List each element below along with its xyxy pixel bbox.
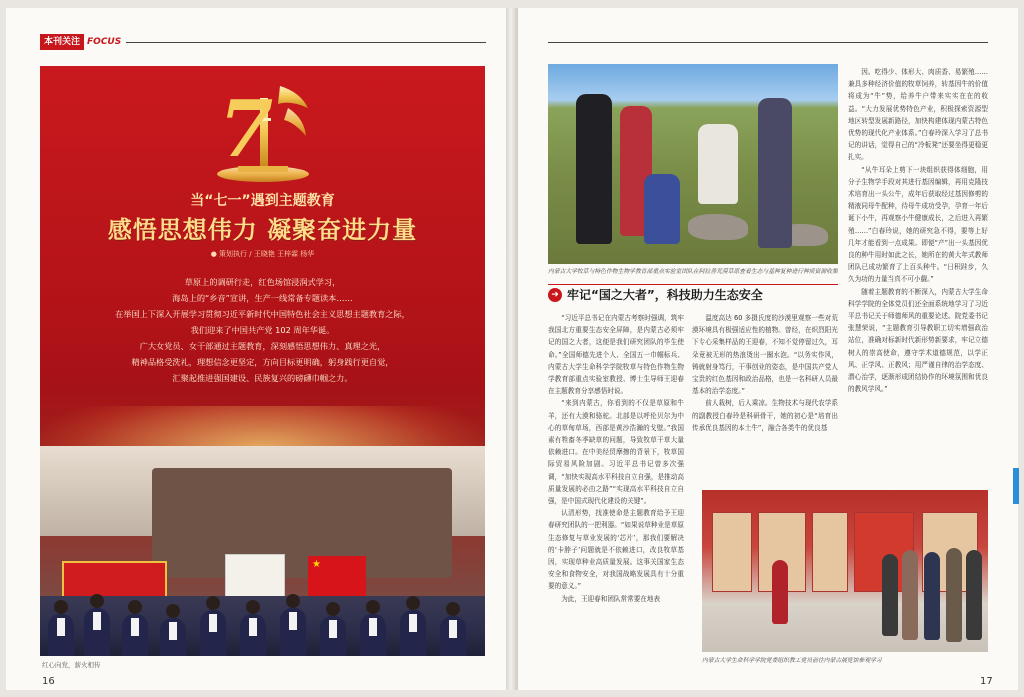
students-crowd xyxy=(40,596,485,656)
right-page xyxy=(518,8,1018,690)
grassland-research-photo xyxy=(548,64,838,264)
party-flag xyxy=(308,556,366,596)
student-figure xyxy=(280,608,306,656)
hammer-sickle-icon: ★ xyxy=(312,559,321,570)
emblem-numeral: 7 xyxy=(218,84,274,175)
student-figure xyxy=(440,616,466,656)
header-rule xyxy=(126,42,486,43)
student-figure xyxy=(240,614,266,656)
researcher-figure xyxy=(576,94,612,244)
display-panel xyxy=(812,512,848,592)
page-number-left: 16 xyxy=(42,676,55,687)
column-tag xyxy=(40,34,121,50)
paragraph: “从牛耳朵上剪下一块组织获得体细胞，用分子生物学手段对其进行基因编辑，再用克隆技术培育出一头公牛，成年后获取经过基因修剪的精液同母牛配种，待母牛成功受孕，孕育一年后诞下小牛，再观察小牛健康成长，之后进入再繁殖……”白春玲说，她的研究急不得，要等上好几年才能看到一点成果。即便“产”出一头基因优良的种牛用时如此之长，她所在的黄大年式教师团队已成功繁育了上百头种牛。“日积跬步，久久为功的力量当真不可小觑。” xyxy=(848,165,988,284)
field-photo-caption: 内蒙古大学牧草与特色作物生物学教育部重点实验室团队在阿拉善荒漠草原查看生态与基种复种进行种质资源收集 xyxy=(548,269,838,275)
intro-line: 精神品格受洗礼，理想信念更坚定，方向目标更明确，躬身践行更自觉， xyxy=(131,357,394,367)
display-panel xyxy=(712,512,752,592)
article-column-1 xyxy=(548,312,684,684)
hero-poster xyxy=(40,66,485,656)
section-title: 牢记“国之大者”，科技助力生态安全 xyxy=(567,288,763,302)
paragraph: 为此，王迎春和团队常常要在地表 xyxy=(561,594,661,603)
article-column-2 xyxy=(692,312,838,480)
visitor-figure xyxy=(966,550,982,640)
paragraph: 温度高达 60 多摄氏度的沙漠里观察一些对荒漠环境具有极强适应性的植物。曾经，在炽烈阳光下专心采集样品的王迎春，不知不觉停留过久，耳朵竟被无形的热浪烫出一圈水泡。“以务实作风，铸就射身笃行，干事创业的姿态，是中国共产党人宝贵的红色基因和政治品格，也是一名科研人员最基本的治学态度。” xyxy=(692,314,838,396)
paragraph: “习近平总书记在内蒙古考察时强调，筑牢我国北方重要生态安全屏障，是内蒙古必须牢记的国之大者，这便是我们研究团队的毕生使命。”全国师德先进个人、全国五一巾帼标兵、内蒙古大学生命科学学院牧草与特色作物生物学教育部重点实验室教授、博士生导师王迎春在主题教育分享感悟时说。 xyxy=(548,314,684,396)
page-edge-tab xyxy=(1013,468,1019,504)
exhibition-hall-photo xyxy=(40,446,485,656)
book-gutter xyxy=(506,8,518,690)
researcher-figure xyxy=(698,124,738,204)
student-figure xyxy=(48,614,74,656)
researcher-figure xyxy=(758,98,792,248)
paragraph: “来到内蒙古，你看到的不仅是草原和牛羊，还有大漠和骆驼。北部是以呼伦贝尔为中心的草甸草场，西部是黄沙浩瀚的戈壁。”我国素有牲畜冬季缺草的问题，导致牧草干草大量依赖进口。在中美经贸摩擦的背景下，牧草国际贸易风险加剧。习近平总书记曾多次强调，“加快实现高水平科技自立自强，是推动高质量发展的必由之路”“实现高水平科技自立自强，是中国式现代化建设的关键”。 xyxy=(548,399,684,506)
student-figure xyxy=(320,616,346,656)
guide-figure xyxy=(772,560,788,624)
student-figure xyxy=(84,608,110,656)
arrow-right-icon: ➜ xyxy=(548,288,562,302)
student-figure xyxy=(400,610,426,656)
student-figure xyxy=(360,614,386,656)
relief-mural xyxy=(152,468,452,578)
paragraph: 随着主题教育的不断深入，内蒙古大学生命科学学院的全体党员们还全面系统地学习了习近平总书记关于师德师风的重要论述。院党委书记张慧荣说，“主题教育引导教职工切实增强政治站位，准确对标新时代新形势新要求，牢记立德树人的崇高使命，遵守学术道德规范，以学正风、正学风、正教风；用严谨自律的治学态度、潜心治学，逐渐形成团结协作的环境氛围和优良的教风学风。” xyxy=(848,287,988,394)
intro-line: 草原上的调研行走，红色场馆浸润式学习， xyxy=(184,277,341,287)
hero-kicker: 当“七一”遇到主题教育 xyxy=(190,193,335,209)
researcher-figure xyxy=(644,174,680,244)
article-column-3 xyxy=(848,66,988,484)
expo-photo-caption: 内蒙古大学生命科学学院党委组织教工党员前往内蒙古展览馆参观学习 xyxy=(702,658,882,664)
visitor-figure xyxy=(902,550,918,640)
section-heading xyxy=(548,284,838,304)
student-figure xyxy=(200,610,226,656)
visitor-figure xyxy=(924,552,940,640)
column-tag-cn: 本刊关注 xyxy=(40,34,84,50)
left-page xyxy=(6,8,506,690)
hero-byline: ● 策划执行 / 王晓艳 王梓霖 杨华 xyxy=(210,250,315,258)
hero-title: 感悟思想伟力 凝聚奋进力量 xyxy=(107,216,418,244)
rock xyxy=(688,214,748,240)
intro-line: 我们迎来了中国共产党 102 周年华诞。 xyxy=(190,325,335,335)
hero-photo-caption: 红心向党，薪火相传 xyxy=(42,661,101,669)
exhibition-visit-photo xyxy=(702,490,988,652)
student-figure xyxy=(160,618,186,656)
column-tag-en: FOCUS xyxy=(87,37,122,47)
intro-line: 汇聚起推进强国建设、民族复兴的磅礴巾帼之力。 xyxy=(172,373,353,383)
hero-intro xyxy=(70,274,455,386)
intro-line: 在举国上下深入开展学习贯彻习近平新时代中国特色社会主义思想主题教育之际， xyxy=(115,309,410,319)
header-rule xyxy=(548,42,988,43)
student-figure xyxy=(122,614,148,656)
page-number-right: 17 xyxy=(980,676,993,687)
paragraph: 认清形势，找准使命是主题教育给予王迎春研究团队的一把利器。“如果说草种业是草原生态修复与草业发展的‘芯片’，那我们要解决的‘卡脖子’问题就是不依赖进口，改良牧草基因，实现草种业高质量发展。这事关国家生态安全和食物安全，对我国战略发展具有十分重要的意义。” xyxy=(548,509,684,591)
intro-line: 广大女党员、女干部通过主题教育，深刻感悟思想伟力、真理之光， xyxy=(139,341,386,351)
intro-line: 海岛上的“乡音”宣讲，生产一线常备专题读本…… xyxy=(172,293,353,303)
visitor-figure xyxy=(882,554,898,636)
visitor-figure xyxy=(946,548,962,642)
paragraph: 前人栽树，后人乘凉。生物技术与现代农学系的副教授白春玲是科研骨干，她的初心是“培育出传承优良基因的本土牛”，融合各类牛的优良基 xyxy=(692,399,838,432)
paragraph: 因。吃得少、体形大、肉质香、易繁殖……兼具多种经济价值的牧草饲养，转基因牛的价值将成为“牛”势，给养牛户带来实实在在的收益。“大力发展优势特色产业，积极探索资源型地区转型发展新路径，加快构建体现内蒙古特色优势的现代化产业体系。”白春玲深入学习了总书记的讲话，觉得自己的“冷板凳”还要坐得更稳更扎实。 xyxy=(848,68,988,162)
